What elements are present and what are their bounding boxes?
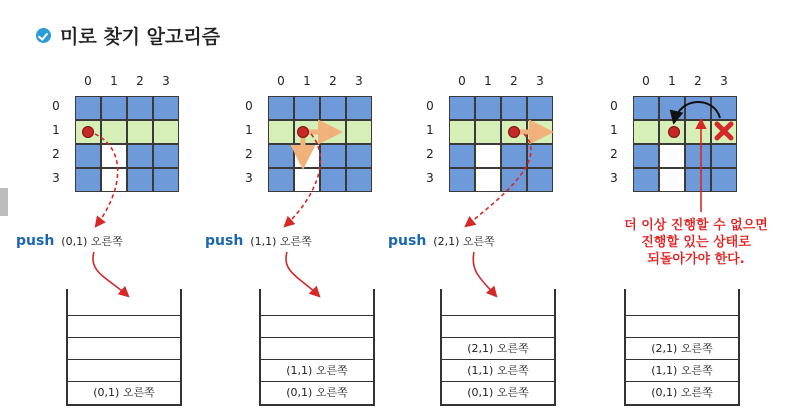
dashed-arrow: [95, 134, 118, 226]
stack-slot: (1,1) 오른쪽: [442, 360, 554, 382]
stack-slot: (1,1) 오른쪽: [261, 360, 373, 382]
page-title-text: 미로 찾기 알고리즘: [60, 26, 221, 48]
push-text: (1,1) 오른쪽: [250, 235, 312, 248]
stack-slot: (2,1) 오른쪽: [442, 338, 554, 360]
maze-panel-4: [558, 0, 748, 413]
blocked-x-icon: [717, 124, 731, 138]
backtrack-note: [600, 217, 792, 268]
row-label: 0: [245, 99, 253, 113]
stack-slot: [68, 360, 180, 382]
stack-slot: [626, 316, 738, 338]
column-label: 2: [329, 74, 337, 88]
note-line: 더 이상 진행할 수 없으면: [624, 218, 768, 233]
current-position-marker: [669, 127, 680, 138]
stack-slot: [68, 338, 180, 360]
row-label: 0: [610, 99, 618, 113]
row-label: 3: [245, 171, 253, 185]
dashed-arrow: [466, 134, 531, 226]
stack-slot: (0,1) 오른쪽: [467, 386, 529, 399]
column-label: 3: [162, 74, 170, 88]
current-position-marker: [509, 127, 520, 138]
row-label: 0: [426, 99, 434, 113]
column-label: 2: [510, 74, 518, 88]
column-label: 0: [277, 74, 285, 88]
stack-slot: [442, 294, 554, 316]
column-label: 0: [84, 74, 92, 88]
maze-panel-3: [374, 0, 564, 413]
row-label: 2: [52, 147, 60, 161]
row-label: 2: [245, 147, 253, 161]
column-label: 0: [458, 74, 466, 88]
row-label: 1: [245, 123, 253, 137]
push-operation: [388, 233, 495, 251]
row-label: 3: [610, 171, 618, 185]
maze-panel-2: [193, 0, 383, 413]
push-keyword: push: [388, 233, 427, 249]
column-label: 1: [668, 74, 676, 88]
push-keyword: push: [16, 233, 55, 249]
maze-panel-1: [0, 0, 190, 413]
current-position-marker: [298, 127, 309, 138]
column-label: 2: [694, 74, 702, 88]
column-label: 0: [642, 74, 650, 88]
stack-slot: (1,1) 오른쪽: [626, 360, 738, 382]
row-label: 1: [426, 123, 434, 137]
note-line: 진행할 있는 상태로: [641, 235, 751, 250]
stack-slot: [626, 294, 738, 316]
column-label: 1: [110, 74, 118, 88]
current-position-marker: [83, 127, 94, 138]
column-label: 1: [484, 74, 492, 88]
stack-slot: (0,1) 오른쪽: [651, 386, 713, 399]
push-operation: [205, 233, 312, 251]
row-label: 2: [610, 147, 618, 161]
stack-slot: [68, 294, 180, 316]
push-operation: [16, 233, 123, 251]
stack-slot: [68, 316, 180, 338]
column-label: 1: [303, 74, 311, 88]
backtrack-arc-arrow: [674, 102, 720, 122]
row-label: 0: [52, 99, 60, 113]
stack: [259, 289, 375, 406]
stack-slot: [261, 294, 373, 316]
stack: [66, 289, 182, 406]
stack-slot: (0,1) 오른쪽: [286, 386, 348, 399]
row-label: 3: [426, 171, 434, 185]
stack: [624, 289, 740, 406]
push-text: (0,1) 오른쪽: [61, 235, 123, 248]
note-line: 되돌아가야 한다.: [647, 252, 745, 267]
column-label: 3: [720, 74, 728, 88]
row-label: 2: [426, 147, 434, 161]
stack-slot: [261, 338, 373, 360]
column-label: 2: [136, 74, 144, 88]
row-label: 1: [52, 123, 60, 137]
push-text: (2,1) 오른쪽: [433, 235, 495, 248]
row-label: 1: [610, 123, 618, 137]
stack-slot: [442, 316, 554, 338]
push-keyword: push: [205, 233, 244, 249]
stack-slot: [261, 316, 373, 338]
column-label: 3: [355, 74, 363, 88]
row-label: 3: [52, 171, 60, 185]
stack-slot: (0,1) 오른쪽: [93, 386, 155, 399]
stack: [440, 289, 556, 406]
stack-slot: (2,1) 오른쪽: [626, 338, 738, 360]
column-label: 3: [536, 74, 544, 88]
